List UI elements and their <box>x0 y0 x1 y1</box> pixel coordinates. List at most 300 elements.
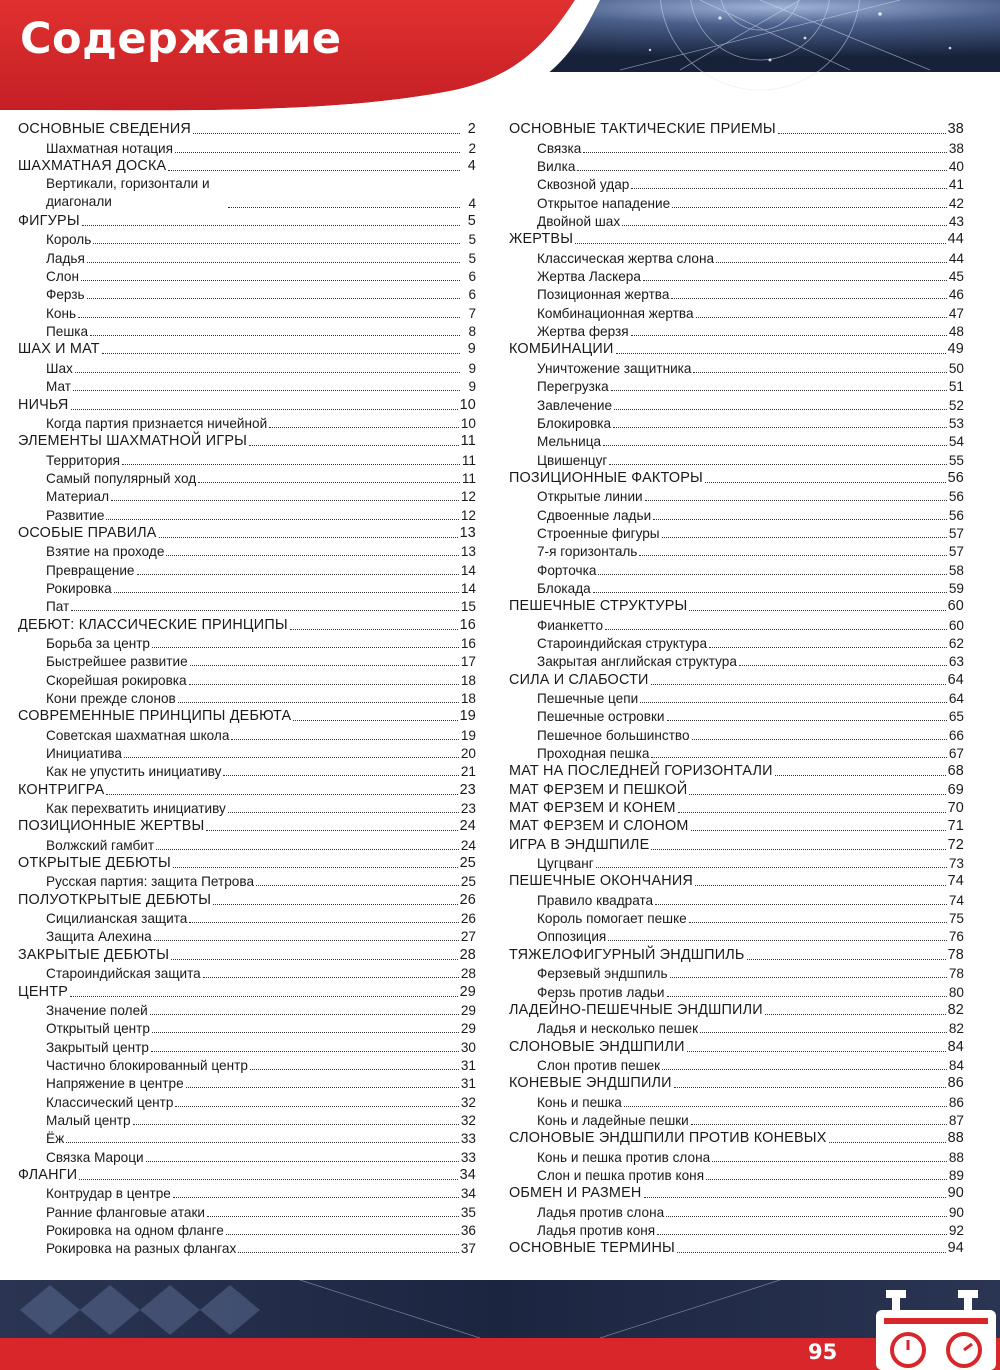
header-banner <box>0 0 1000 125</box>
dot-leader <box>228 207 460 208</box>
toc-entry-title: Жертва Ласкера <box>537 269 641 285</box>
toc-section-entry <box>18 1165 476 1183</box>
toc-section-entry <box>18 339 476 357</box>
toc-subsection-entry <box>18 743 476 761</box>
dot-leader <box>778 133 946 134</box>
toc-page-number: 74 <box>947 873 964 890</box>
dot-leader <box>79 1179 457 1180</box>
toc-entry-title: Напряжение в центре <box>46 1076 184 1092</box>
toc-page-number: 21 <box>460 764 476 780</box>
dot-leader <box>605 629 947 630</box>
toc-page-number: 27 <box>460 929 476 945</box>
toc-page-number: 34 <box>460 1186 476 1202</box>
dot-leader <box>622 225 947 226</box>
toc-page-number: 42 <box>948 195 964 211</box>
toc-subsection-entry <box>18 1183 476 1201</box>
toc-page-number: 57 <box>948 544 964 560</box>
toc-entry-title: МАТ ФЕРЗЕМ И ПЕШКОЙ <box>509 781 688 798</box>
dot-leader <box>716 262 947 263</box>
toc-page-number: 29 <box>460 1021 476 1037</box>
toc-subsection-entry <box>509 743 964 761</box>
dot-leader <box>696 317 947 318</box>
dot-leader <box>709 647 947 648</box>
toc-page-number: 28 <box>459 946 476 963</box>
toc-entry-title: Значение полей <box>46 1002 148 1018</box>
dot-leader <box>206 830 457 831</box>
toc-entry-title: Волжский гамбит <box>46 837 155 853</box>
toc-page-number: 18 <box>460 691 476 706</box>
toc-page-number: 53 <box>948 415 964 431</box>
toc-subsection-entry <box>18 761 476 779</box>
toc-subsection-entry <box>18 669 476 687</box>
toc-page-number: 8 <box>468 324 476 340</box>
toc-page-number: 71 <box>947 818 964 835</box>
dot-leader <box>689 794 945 795</box>
toc-entry-title: Ферзевый эндшпиль <box>537 966 668 982</box>
footer-background <box>0 1280 1000 1370</box>
toc-page-number: 6 <box>468 287 476 303</box>
dot-leader <box>156 849 459 850</box>
toc-page-number: 48 <box>948 324 964 340</box>
dot-leader <box>250 1069 459 1070</box>
toc-section-entry <box>509 779 964 797</box>
toc-subsection-entry <box>18 871 476 889</box>
dot-leader <box>691 1124 947 1125</box>
toc-entry-title: КОМБИНАЦИИ <box>509 341 614 358</box>
toc-entry-title: Русская партия: защита Петрова <box>46 874 255 890</box>
toc-subsection-entry <box>18 413 476 431</box>
toc-entry-title: ЦЕНТР <box>18 983 69 1000</box>
dot-leader <box>671 298 946 299</box>
dot-leader <box>695 885 946 886</box>
toc-subsection-entry <box>509 137 964 155</box>
toc-page-number: 54 <box>948 434 964 450</box>
toc-entry-title: Пат <box>46 599 70 615</box>
toc-page-number: 55 <box>948 452 964 468</box>
toc-page-number: 36 <box>460 1222 476 1238</box>
toc-subsection-entry <box>509 413 964 431</box>
toc-entry-title: МАТ ФЕРЗЕМ И СЛОНОМ <box>509 818 689 835</box>
toc-entry-title: ПЕШЕЧНЫЕ ОКОНЧАНИЯ <box>509 873 693 890</box>
toc-subsection-entry <box>509 174 964 192</box>
dot-leader <box>577 170 946 171</box>
toc-entry-title: Строенные фигуры <box>537 525 660 541</box>
dot-leader <box>87 262 460 263</box>
toc-page-number: 86 <box>948 1094 964 1110</box>
dot-leader <box>651 684 946 685</box>
toc-page-number: 82 <box>947 1001 964 1018</box>
toc-section-entry <box>509 1183 964 1201</box>
toc-page-number: 82 <box>948 1021 964 1037</box>
dot-leader <box>689 922 947 923</box>
toc-page-number: 57 <box>948 525 964 541</box>
toc-subsection-entry <box>18 1128 476 1146</box>
toc-subsection-entry <box>18 578 476 596</box>
dot-leader <box>662 537 947 538</box>
toc-entry-title: Конь и ладейные пешки <box>537 1112 689 1128</box>
toc-entry-title: Кони прежде слонов <box>46 691 176 706</box>
dot-leader <box>672 207 947 208</box>
dot-leader <box>666 1216 947 1217</box>
toc-page-number: 19 <box>459 708 476 725</box>
toc-page-number: 18 <box>460 672 476 688</box>
toc-entry-title: Конь и пешка <box>537 1094 622 1110</box>
toc-page-number: 50 <box>948 360 964 376</box>
toc-page-number: 88 <box>947 1130 964 1147</box>
toc-entry-title: Как перехватить инициативу <box>46 801 226 817</box>
toc-entry-title: ФЛАНГИ <box>18 1166 78 1183</box>
toc-entry-title: Шахматная нотация <box>46 140 173 156</box>
toc-page-number: 23 <box>460 801 476 817</box>
dot-leader <box>198 482 460 483</box>
toc-page-number: 29 <box>459 983 476 1000</box>
toc-entry-title: ФИГУРЫ <box>18 213 80 230</box>
toc-entry-title: Блокировка <box>537 415 612 431</box>
toc-entry-title: ДЕБЮТ: КЛАССИЧЕСКИЕ ПРИНЦИПЫ <box>18 616 288 633</box>
toc-page-number: 37 <box>460 1241 476 1257</box>
toc-entry-title: ИГРА В ЭНДШПИЛЕ <box>509 836 650 853</box>
toc-entry-title: Оппозиция <box>537 929 607 945</box>
toc-page-number: 59 <box>948 580 964 596</box>
toc-page-number: 2 <box>467 121 476 138</box>
toc-page-number: 76 <box>948 929 964 945</box>
toc-subsection-entry <box>18 596 476 614</box>
toc-page-number: 84 <box>948 1057 964 1073</box>
toc-section-entry <box>509 229 964 247</box>
toc-entry-title: Двойной шах <box>537 214 621 230</box>
toc-page-number: 9 <box>467 341 476 358</box>
toc-page-number: 32 <box>460 1094 476 1110</box>
dot-leader <box>226 1234 459 1235</box>
dot-leader <box>613 427 947 428</box>
toc-entry-title: Ферзь против ладьи <box>537 984 665 1000</box>
dot-leader <box>207 1216 459 1217</box>
toc-section-entry <box>509 871 964 889</box>
toc-page-number: 30 <box>460 1039 476 1055</box>
toc-page-number: 12 <box>460 507 476 523</box>
dot-leader <box>662 1069 947 1070</box>
toc-page-number: 49 <box>947 341 964 358</box>
toc-page-number: 28 <box>460 966 476 982</box>
toc-subsection-entry <box>509 724 964 742</box>
toc-page-number: 33 <box>460 1149 476 1165</box>
dot-leader <box>190 665 459 666</box>
toc-page-number: 60 <box>948 617 964 633</box>
dot-leader <box>691 830 946 831</box>
toc-subsection-entry <box>18 1036 476 1054</box>
toc-entry-title: КОНЕВЫЕ ЭНДШПИЛИ <box>509 1075 672 1092</box>
dot-leader <box>173 867 458 868</box>
dot-leader <box>645 500 947 501</box>
toc-page-number: 70 <box>947 800 964 817</box>
dot-leader <box>114 592 459 593</box>
toc-page-number: 25 <box>459 855 476 872</box>
toc-page-number: 56 <box>948 507 964 523</box>
toc-subsection-entry <box>509 633 964 651</box>
dot-leader <box>575 243 945 244</box>
toc-section-entry <box>18 523 476 541</box>
dot-leader <box>706 1179 947 1180</box>
dot-leader <box>73 390 460 391</box>
toc-page-number: 4 <box>468 195 476 211</box>
toc-entry-title: Классическая жертва слона <box>537 250 715 266</box>
toc-page-number: 33 <box>460 1131 476 1147</box>
toc-page-number: 56 <box>947 469 964 486</box>
toc-subsection-entry <box>509 1091 964 1109</box>
toc-entry-title: Ёж <box>46 1131 65 1147</box>
toc-page-number: 78 <box>948 966 964 982</box>
dot-leader <box>122 464 460 465</box>
toc-subsection-entry <box>18 1146 476 1164</box>
toc-page-number: 64 <box>948 691 964 706</box>
toc-entry-title: ОСНОВНЫЕ ТЕРМИНЫ <box>509 1240 675 1257</box>
toc-entry-title: Слон против пешек <box>537 1057 661 1073</box>
toc-subsection-entry <box>18 357 476 375</box>
toc-entry-title: ОСНОВНЫЕ СВЕДЕНИЯ <box>18 121 191 138</box>
dot-leader <box>178 702 459 703</box>
toc-page-number: 44 <box>948 250 964 266</box>
toc-subsection-entry <box>509 908 964 926</box>
toc-entry-title: Конь <box>46 305 77 321</box>
toc-page-number: 43 <box>948 214 964 230</box>
toc-page-number: 35 <box>460 1204 476 1220</box>
toc-page-number: 86 <box>947 1075 964 1092</box>
dot-leader <box>677 1252 946 1253</box>
toc-entry-title: Завлечение <box>537 397 613 413</box>
toc-entry-title: Классический центр <box>46 1094 174 1110</box>
toc-page-number: 38 <box>948 140 964 156</box>
dot-leader <box>189 684 459 685</box>
toc-subsection-entry <box>509 1146 964 1164</box>
toc-subsection-entry <box>18 504 476 522</box>
toc-section-entry <box>18 394 476 412</box>
toc-page-number: 29 <box>460 1002 476 1018</box>
toc-page-number: 11 <box>460 433 476 450</box>
toc-entry-title: Взятие на проходе <box>46 544 165 560</box>
toc-entry-title: Открытые линии <box>537 489 643 505</box>
dot-leader <box>223 775 458 776</box>
toc-subsection-entry <box>18 926 476 944</box>
toc-entry-title: Ранние фланговые атаки <box>46 1204 205 1220</box>
dot-leader <box>193 133 460 134</box>
toc-section-entry <box>509 834 964 852</box>
toc-page-number: 20 <box>460 746 476 762</box>
toc-subsection-entry <box>509 981 964 999</box>
toc-entry-title: Слон <box>46 269 79 285</box>
toc-entry-title: Вертикали, горизонтали и диагонали <box>46 175 210 209</box>
toc-page-number: 6 <box>468 269 476 285</box>
toc-page-number: 5 <box>467 213 476 230</box>
dot-leader <box>213 904 457 905</box>
toc-section-entry <box>509 798 964 816</box>
toc-page-number: 16 <box>459 616 476 633</box>
toc-entry-title: Цвишенцуг <box>537 452 608 468</box>
dot-leader <box>168 170 460 171</box>
toc-section-entry <box>509 816 964 834</box>
dot-leader <box>596 867 947 868</box>
toc-page-number: 34 <box>459 1166 476 1183</box>
toc-subsection-entry <box>509 192 964 210</box>
toc-entry-title: 7-я горизонталь <box>537 544 638 560</box>
page-number: 95 <box>808 1340 838 1364</box>
toc-page-number: 44 <box>947 231 964 248</box>
toc-entry-title: ПОЛУОТКРЫТЫЕ ДЕБЮТЫ <box>18 891 212 908</box>
toc-entry-title: МАТ НА ПОСЛЕДНЕЙ ГОРИЗОНТАЛИ <box>509 763 773 780</box>
toc-entry-title: ПОЗИЦИОННЫЕ ФАКТОРЫ <box>509 469 703 486</box>
toc-entry-title: ОБМЕН И РАЗМЕН <box>509 1185 642 1202</box>
toc-subsection-entry <box>509 394 964 412</box>
toc-page-number: 15 <box>460 599 476 615</box>
dot-leader <box>616 353 946 354</box>
toc-entry-title: Мат <box>46 379 71 395</box>
toc-page-number: 75 <box>948 911 964 927</box>
dot-leader <box>82 225 460 226</box>
dot-leader <box>651 849 945 850</box>
toc-subsection-entry <box>509 1018 964 1036</box>
toc-page-number: 56 <box>948 489 964 505</box>
toc-page-number: 64 <box>947 671 964 688</box>
dot-leader <box>173 1197 459 1198</box>
toc-entry-title: Быстрейшее развитие <box>46 654 188 670</box>
toc-subsection-entry <box>509 523 964 541</box>
toc-subsection-entry <box>509 266 964 284</box>
toc-subsection-entry <box>509 559 964 577</box>
toc-page-number: 74 <box>948 892 964 908</box>
toc-section-entry <box>18 816 476 834</box>
toc-subsection-entry <box>18 449 476 467</box>
dot-leader <box>290 629 458 630</box>
dot-leader <box>608 940 947 941</box>
toc-section-entry <box>18 944 476 962</box>
dot-leader <box>238 1252 459 1253</box>
toc-entry-title: Сквозной удар <box>537 177 630 193</box>
dot-leader <box>203 977 459 978</box>
dot-leader <box>90 335 460 336</box>
toc-entry-title: Ладья против коня <box>537 1222 656 1238</box>
dot-leader <box>624 1106 947 1107</box>
dot-leader <box>133 1124 459 1125</box>
toc-subsection-entry <box>509 706 964 724</box>
toc-subsection-entry <box>509 853 964 871</box>
dot-leader <box>166 555 458 556</box>
dot-leader <box>154 940 459 941</box>
dot-leader <box>152 1032 459 1033</box>
dot-leader <box>269 427 459 428</box>
toc-entry-title: Позиционная жертва <box>537 287 670 303</box>
toc-page-number: 80 <box>948 984 964 1000</box>
toc-page-number: 92 <box>948 1222 964 1238</box>
toc-entry-title: Пешечные островки <box>537 709 665 725</box>
toc-entry-title: ТЯЖЕЛОФИГУРНЫЙ ЭНДШПИЛЬ <box>509 946 745 963</box>
toc-entry-title: Комбинационная жертва <box>537 305 694 321</box>
dot-leader <box>171 959 457 960</box>
toc-subsection-entry <box>18 266 476 284</box>
toc-page-number: 31 <box>460 1076 476 1092</box>
toc-subsection-entry <box>18 229 476 247</box>
toc-subsection-entry <box>509 541 964 559</box>
toc-subsection-entry <box>18 1000 476 1018</box>
dot-leader <box>293 720 457 721</box>
dot-leader <box>765 1014 946 1015</box>
dot-leader <box>151 1051 459 1052</box>
toc-entry-title: ШАХМАТНАЯ ДОСКА <box>18 158 167 175</box>
toc-page-number: 65 <box>948 709 964 725</box>
toc-page-number: 38 <box>947 121 964 138</box>
toc-subsection-entry <box>18 137 476 155</box>
toc-entry-title: Рокировка на одном фланге <box>46 1222 224 1238</box>
toc-entry-title: Уничтожение защитника <box>537 360 692 376</box>
toc-section-entry <box>18 889 476 907</box>
toc-page-number: 14 <box>460 580 476 596</box>
toc-page-number: 19 <box>460 727 476 743</box>
toc-entry-title: СЛОНОВЫЕ ЭНДШПИЛИ <box>509 1038 685 1055</box>
dot-leader <box>653 519 947 520</box>
dot-leader <box>81 280 460 281</box>
toc-page-number: 9 <box>468 360 476 376</box>
dot-leader <box>692 739 947 740</box>
toc-subsection-entry <box>509 889 964 907</box>
toc-entry-title: Когда партия признается ничейной <box>46 415 268 431</box>
toc-page-number: 9 <box>468 379 476 395</box>
toc-subsection-entry <box>18 1018 476 1036</box>
toc-section-entry <box>509 669 964 687</box>
dot-leader <box>657 1234 947 1235</box>
dot-leader <box>598 574 946 575</box>
toc-subsection-entry <box>509 431 964 449</box>
toc-entry-title: Форточка <box>537 562 597 578</box>
toc-page-number: 58 <box>948 562 964 578</box>
toc-subsection-entry <box>18 486 476 504</box>
toc-entry-title: Перегрузка <box>537 379 609 395</box>
toc-page-number: 2 <box>468 140 476 156</box>
toc-subsection-entry <box>18 1220 476 1238</box>
toc-subsection-entry <box>509 504 964 522</box>
toc-subsection-entry <box>509 1055 964 1073</box>
toc-subsection-entry <box>18 688 476 706</box>
toc-subsection-entry <box>509 247 964 265</box>
toc-entry-title: СОВРЕМЕННЫЕ ПРИНЦИПЫ ДЕБЮТА <box>18 708 292 725</box>
toc-entry-title: Контрудар в центре <box>46 1186 171 1202</box>
dot-leader <box>775 775 946 776</box>
toc-entry-title: Открытый центр <box>46 1021 150 1037</box>
toc-entry-title: Частично блокированный центр <box>46 1057 248 1073</box>
toc-subsection-entry <box>18 541 476 559</box>
toc-entry-title: Материал <box>46 489 110 505</box>
dot-leader <box>78 317 460 318</box>
toc-entry-title: Закрытый центр <box>46 1039 149 1055</box>
toc-page-number: 25 <box>460 874 476 890</box>
toc-entry-title: Ладья против слона <box>537 1204 665 1220</box>
toc-entry-title: КОНТРИГРА <box>18 781 105 798</box>
toc-page-number: 47 <box>948 305 964 321</box>
toc-entry-title: Инициатива <box>46 746 122 762</box>
toc-section-entry <box>509 339 964 357</box>
toc-page-number: 73 <box>948 856 964 872</box>
toc-entry-title: Борьба за центр <box>46 635 150 651</box>
toc-section-entry <box>18 156 476 174</box>
toc-page-number: 72 <box>947 836 964 853</box>
toc-page-number: 10 <box>459 396 476 413</box>
toc-entry-title: Связка Мароци <box>46 1149 144 1165</box>
dot-leader <box>693 372 946 373</box>
toc-entry-title: Как не упустить инициативу <box>46 764 222 780</box>
toc-subsection-entry <box>509 376 964 394</box>
dot-leader <box>87 298 460 299</box>
dot-leader <box>102 353 460 354</box>
dot-leader <box>231 739 458 740</box>
toc-entry-title: ПОЗИЦИОННЫЕ ЖЕРТВЫ <box>18 818 205 835</box>
toc-subsection-entry <box>18 651 476 669</box>
